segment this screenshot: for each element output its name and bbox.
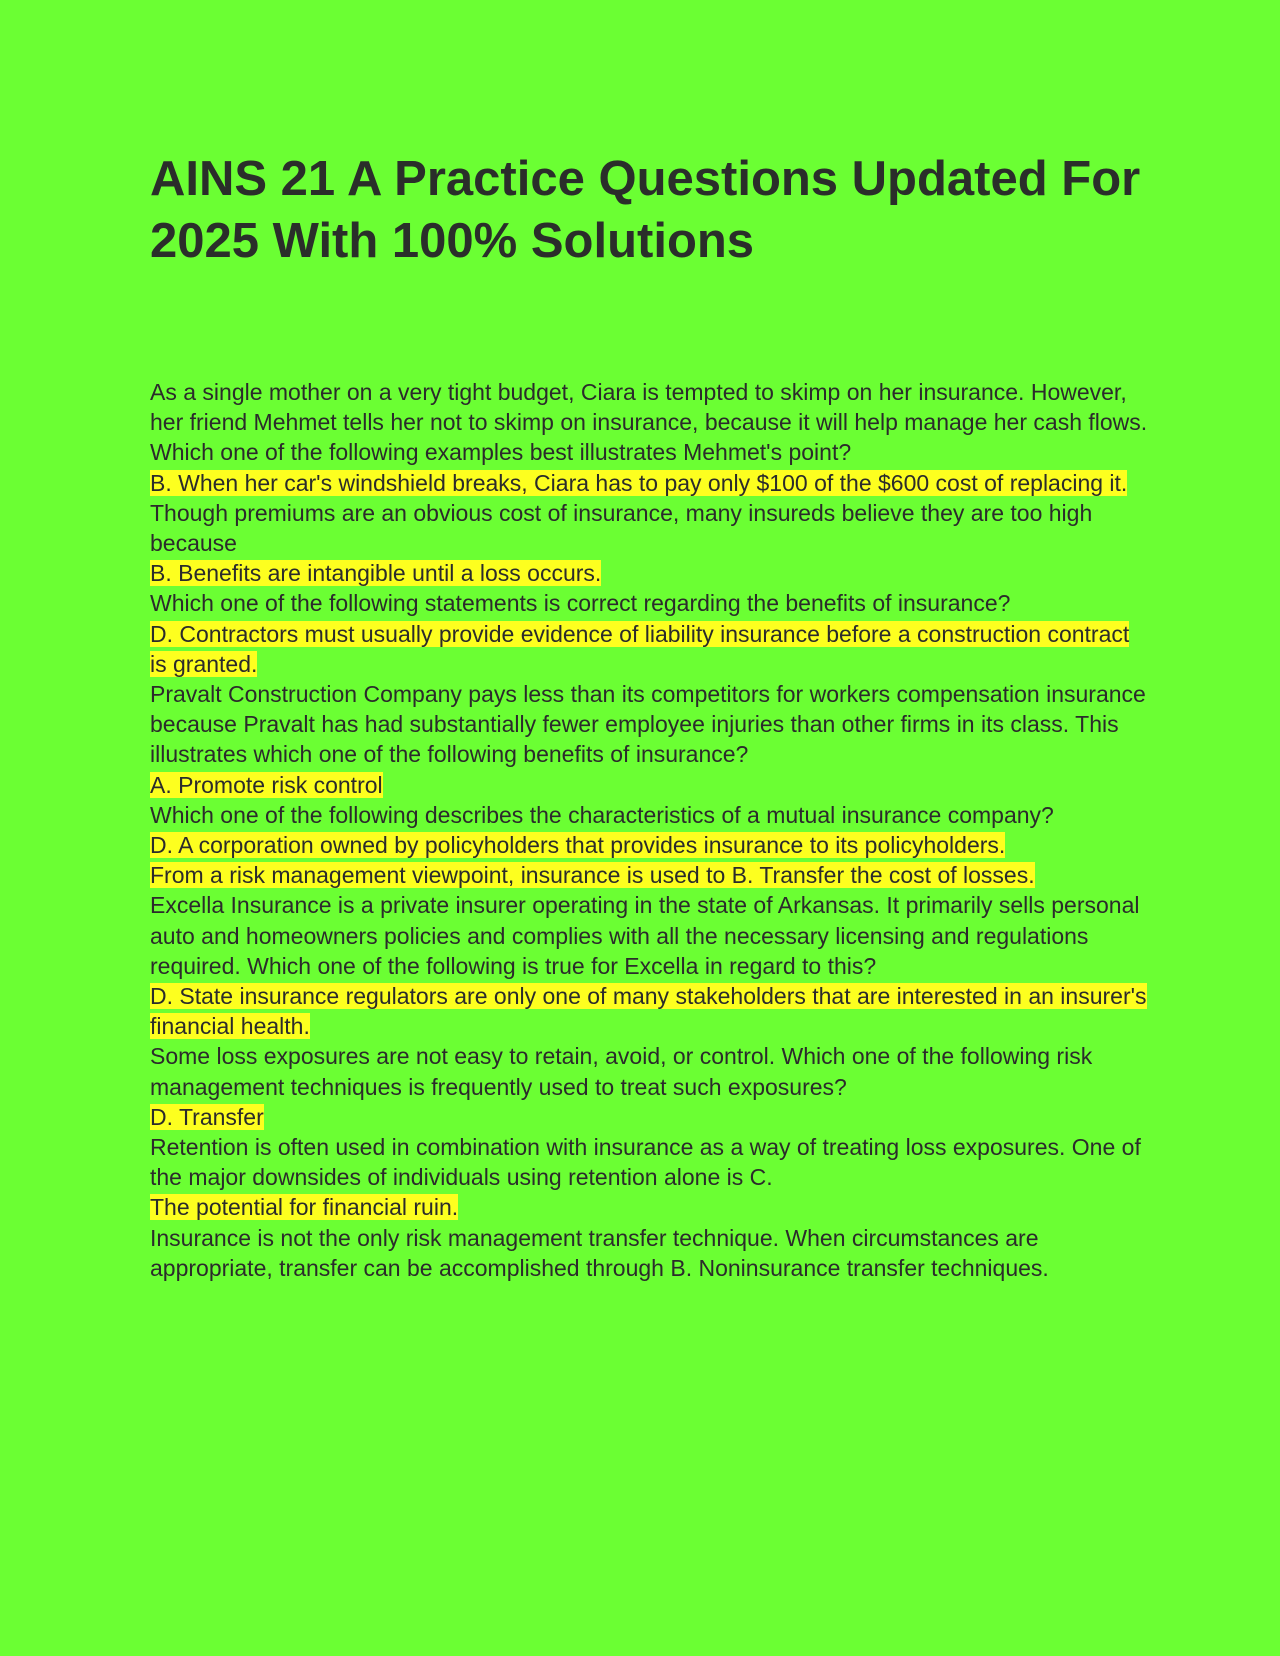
question-paragraph [150,1132,1150,1192]
question-paragraph [150,679,1150,770]
question-text: Which one of the following describes the characteristics of a mutual insurance company? [150,801,1054,828]
question-text: Which one of the following statements is correct regarding the benefits of insurance? [150,590,1011,617]
highlighted-answer-text: D. A corporation owned by policyholders that provides insurance to its policyholders. [150,832,1006,859]
question-text: As a single mother on a very tight budget, Ciara is tempted to skimp on her insurance. However, her friend Mehmet tells her not to skimp on insurance, because it will help manage her cash flows. Which one of the following examples best illustrates Mehmet's point? [150,379,1148,466]
question-text: Some loss exposures are not easy to retain, avoid, or control. Which one of the following risk management techniques is frequently used to treat such exposures? [150,1043,1093,1100]
answer-paragraph [150,770,1150,800]
highlighted-answer-text: B. Benefits are intangible until a loss occurs. [150,560,602,587]
question-paragraph [150,377,1150,468]
highlighted-answer-text: D. State insurance regulators are only one of many stakeholders that are interested in an insurer's financial health. [150,983,1147,1040]
highlighted-answer-text: D. Transfer [150,1103,264,1130]
question-paragraph [150,1223,1150,1283]
question-paragraph [150,498,1150,558]
answer-paragraph [150,1102,1150,1132]
answer-paragraph [150,981,1150,1041]
question-text: Pravalt Construction Company pays less than its competitors for workers compensation insurance because Pravalt has had substantially fewer employee injuries than other firms in its class. This illustrates which one of the following benefits of insurance? [150,681,1146,768]
highlighted-answer-text: From a risk management viewpoint, insurance is used to B. Transfer the cost of losses. [150,862,1035,889]
question-text: Excella Insurance is a private insurer operating in the state of Arkansas. It primarily sells personal auto and homeowners policies and complies with all the necessary licensing and regulations required. Which one of the following is true for Excella in regard to this? [150,892,1140,979]
document-title: AINS 21 A Practice Questions Updated For 2025 With 100% Solutions [150,152,1141,268]
answer-paragraph [150,619,1150,679]
question-paragraph [150,800,1150,830]
question-text: Insurance is not the only risk management transfer technique. When circumstances are appropriate, transfer can be accomplished through B. Noninsurance transfer techniques. [150,1224,1049,1281]
highlighted-answer-text: The potential for financial ruin. [150,1194,459,1221]
highlighted-answer-text: B. When her car's windshield breaks, Ciara has to pay only $100 of the $600 cost of replacing it. [150,469,1128,496]
qa-content [150,377,1150,1283]
answer-paragraph [150,1192,1150,1222]
answer-paragraph [150,830,1150,860]
question-text: Retention is often used in combination with insurance as a way of treating loss exposures. One of the major downsides of individuals using retention alone is C. [150,1134,1141,1191]
question-paragraph [150,890,1150,981]
question-paragraph [150,1041,1150,1101]
answer-paragraph [150,468,1150,498]
highlighted-answer-text: A. Promote risk control [150,771,383,798]
highlighted-answer-text: D. Contractors must usually provide evidence of liability insurance before a construction contract is granted. [150,620,1130,677]
answer-paragraph [150,558,1150,588]
question-paragraph [150,588,1150,618]
question-text: Though premiums are an obvious cost of insurance, many insureds believe they are too high because [150,499,1093,557]
answer-paragraph [150,860,1150,890]
